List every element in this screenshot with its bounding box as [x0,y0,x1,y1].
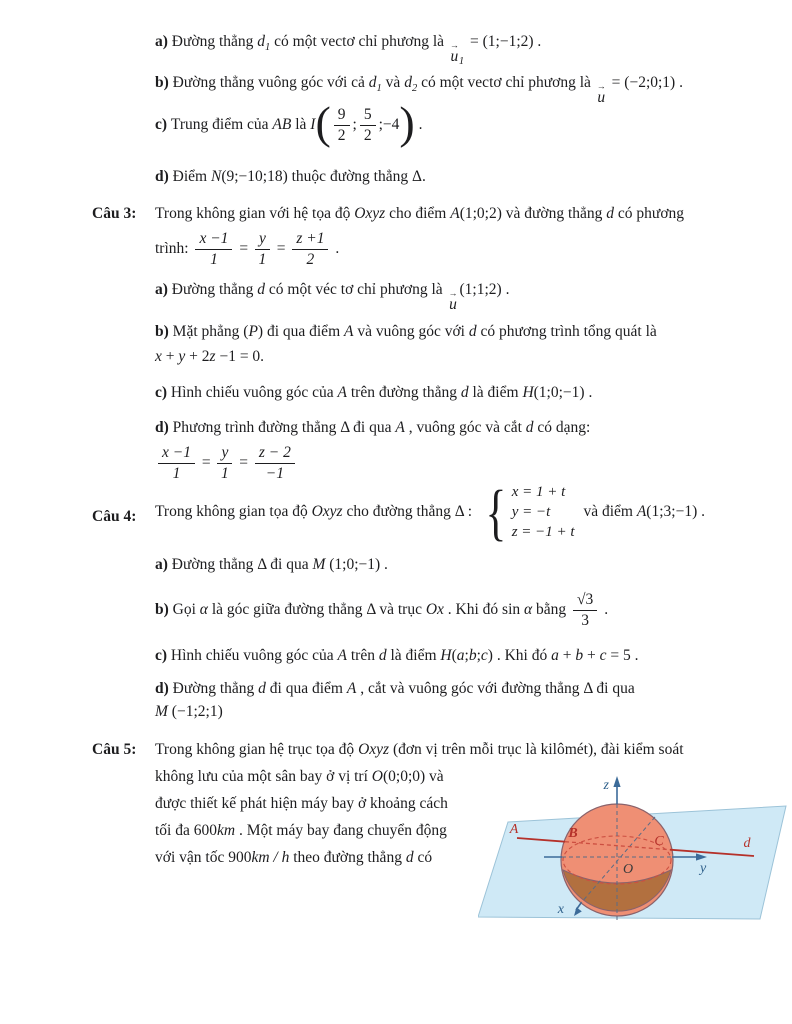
q3-item-b-line-1: b) Mặt phẳng (P) đi qua điểm A và vuông góc với d có phương trình tổng quát là [155,323,657,340]
origin-label: O [623,862,634,877]
q5-line-5: với vận tốc 900km / h theo đường thẳng d có [155,849,433,866]
q5-line-4: tối đa 600km . Một máy bay đang chuyển động [155,822,447,839]
q3-item-b-line-2: x + y + 2z −1 = 0. [155,348,265,365]
q2-item-b: b) Đường thẳng vuông góc với cả $d_1$ và $d_2$ có một vectơ chỉ phương là → u = (−2;0;1) . [155,74,683,106]
q4-intro-line: Trong không gian tọa độ Oxyz cho đường thẳng Δ : { x = 1 + t y = −t z = −1 + t và điểm A(1;3;−1) . [155,478,705,547]
z-axis-arrowhead [613,776,620,787]
q5-line-2: không lưu của một sân bay ở vị trí O(0;0;0) và [155,768,444,785]
point-c-label: C [654,834,664,849]
q2-item-d: d) Điểm N(9;−10;18) thuộc đường thẳng Δ. [155,168,426,185]
q5-line-3: được thiết kế phát hiện máy bay ở khoảng cách [155,795,448,812]
q4-item-c: c) Hình chiếu vuông góc của A trên d là điểm H(a;b;c) . Khi đó a + b + c = 5 . [155,647,639,664]
q3-intro-line-2: trình: $\frac{x -1}{1}$ = $\frac{y}{1}$ = $\frac{z +1}{2}$ . [155,230,340,268]
q2-item-a: a) Đường thẳng $d_1$ có một vectơ chỉ phương là → u 1 = (1;−1;2) . [155,33,542,67]
q3-item-c: c) Hình chiếu vuông góc của A trên đường thẳng d là điểm H(1;0;−1) . [155,384,593,401]
q4-item-a: a) Đường thẳng Δ đi qua M (1;0;−1) . [155,556,388,573]
q4-item-b: b) Gọi α là góc giữa đường thẳng Δ và trục Ox . Khi đó sin α bằng $\frac{√3}{3}$ . [155,591,609,629]
q3-item-d-line-2: $\frac{x -1}{1}$ = $\frac{y}{1}$ = $\frac{z - 2}{-1}$ [155,444,298,483]
q4-item-d-line-2: M (−1;2;1) [155,703,223,720]
x-axis-label: x [557,902,564,917]
point-a-label: A [509,822,519,837]
q3-item-a: a) Đường thẳng d có một véc tơ chỉ phương là → u (1;1;2) . [155,281,510,313]
question-3-label: Câu 3: [92,205,137,222]
q3-item-d-line-1: d) Phương trình đường thẳng Δ đi qua A , vuông góc và cắt d có dạng: [155,419,591,436]
point-b-label: B [568,826,578,841]
figure-svg [478,772,790,944]
q5-line-1: Trong không gian hệ trục tọa độ Oxyz (đơn vị trên mỗi trục là kilômét), đài kiểm soát [155,741,684,758]
line-d-label: d [743,836,751,851]
q4-item-d-line-1: d) Đường thẳng d đi qua điểm A , cắt và vuông góc với đường thẳng Δ đi qua [155,680,635,697]
figure-3d-radar-sphere [478,772,790,944]
y-axis-label: y [700,861,707,876]
question-4-label: Câu 4: [92,508,137,525]
q2-item-c: c) Trung điểm của AB là I( $\frac{9}{2}$ ; $\frac{5}{2}$ ;−4) . [155,97,423,149]
q3-intro-line-1: Trong không gian với hệ tọa độ Oxyz cho điểm A(1;0;2) và đường thẳng d có phương [155,205,685,222]
z-axis-label: z [603,778,609,793]
question-5-label: Câu 5: [92,741,137,758]
